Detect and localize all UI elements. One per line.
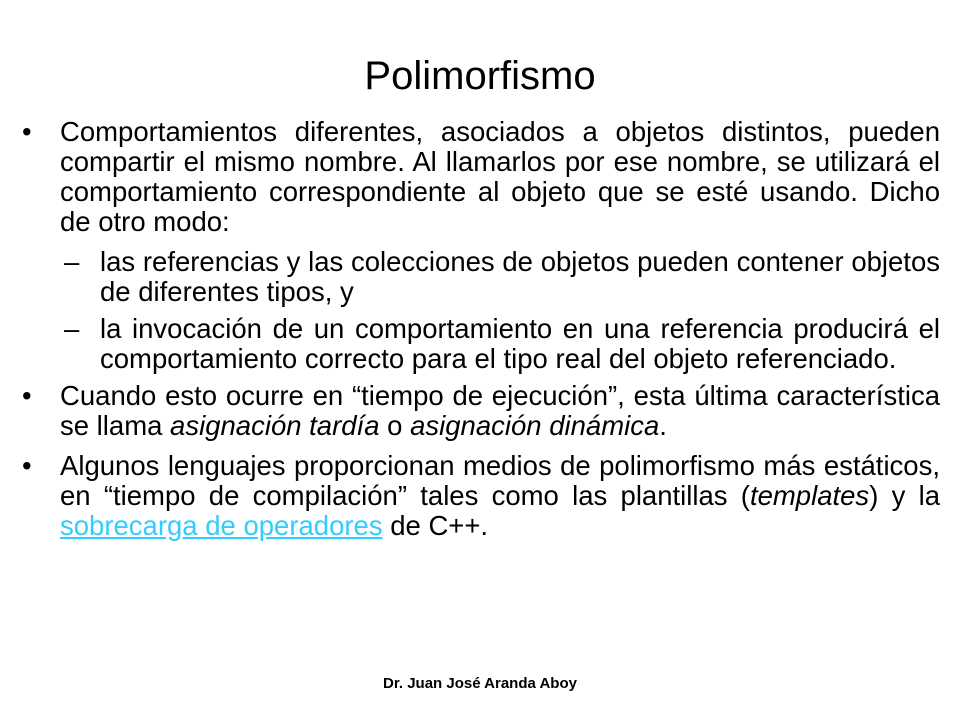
emphasis-text: asignación dinámica (410, 410, 660, 441)
bullet-text: Comportamientos diferentes, asociados a objetos distintos, pueden compartir el mismo nombre. Al llamarlos por ese nombre, se utilizará el comportamiento correspondiente al objeto que se esté usando. Dicho de otro modo: (60, 116, 940, 237)
slide-content (22, 117, 940, 551)
bullet-text-part: de C++. (382, 510, 489, 541)
bullet-text (60, 450, 940, 541)
bullet-item (22, 381, 940, 441)
sub-bullet-text: las referencias y las colecciones de objetos pueden contener objetos de diferentes tipos, y (100, 246, 940, 307)
bullet-item (22, 117, 940, 237)
bullet-text-part: . (659, 410, 667, 441)
bullet-marker: • (22, 380, 32, 411)
sub-bullet-item (22, 247, 940, 307)
bullet-text-part: o (379, 410, 411, 441)
dash-marker: – (64, 313, 80, 344)
bullet-text (60, 380, 940, 441)
sub-bullet-item (22, 314, 940, 374)
emphasis-text: templates (749, 480, 870, 511)
bullet-marker: • (22, 116, 32, 147)
sub-bullet-text: la invocación de un comportamiento en una referencia producirá el comportamiento correcto para el tipo real del objeto referenciado. (100, 313, 940, 374)
operator-overloading-link[interactable]: sobrecarga de operadores (60, 510, 383, 541)
dash-marker: – (64, 246, 80, 277)
slide-footer: Dr. Juan José Aranda Aboy (383, 675, 577, 692)
bullet-text-part: Cuando esto ocurre en “tiempo de ejecución”, esta última característica se llama (60, 380, 940, 441)
bullet-text-part: Algunos lenguajes proporcionan medios de polimorfismo más estáticos, en “tiempo de compilación” tales como las plantillas ( (60, 450, 940, 511)
bullet-text-part: ) y la (869, 480, 941, 511)
slide-title: Polimorfismo (364, 54, 596, 98)
emphasis-text: asignación tardía (170, 410, 380, 441)
bullet-marker: • (22, 450, 32, 481)
bullet-item (22, 451, 940, 541)
